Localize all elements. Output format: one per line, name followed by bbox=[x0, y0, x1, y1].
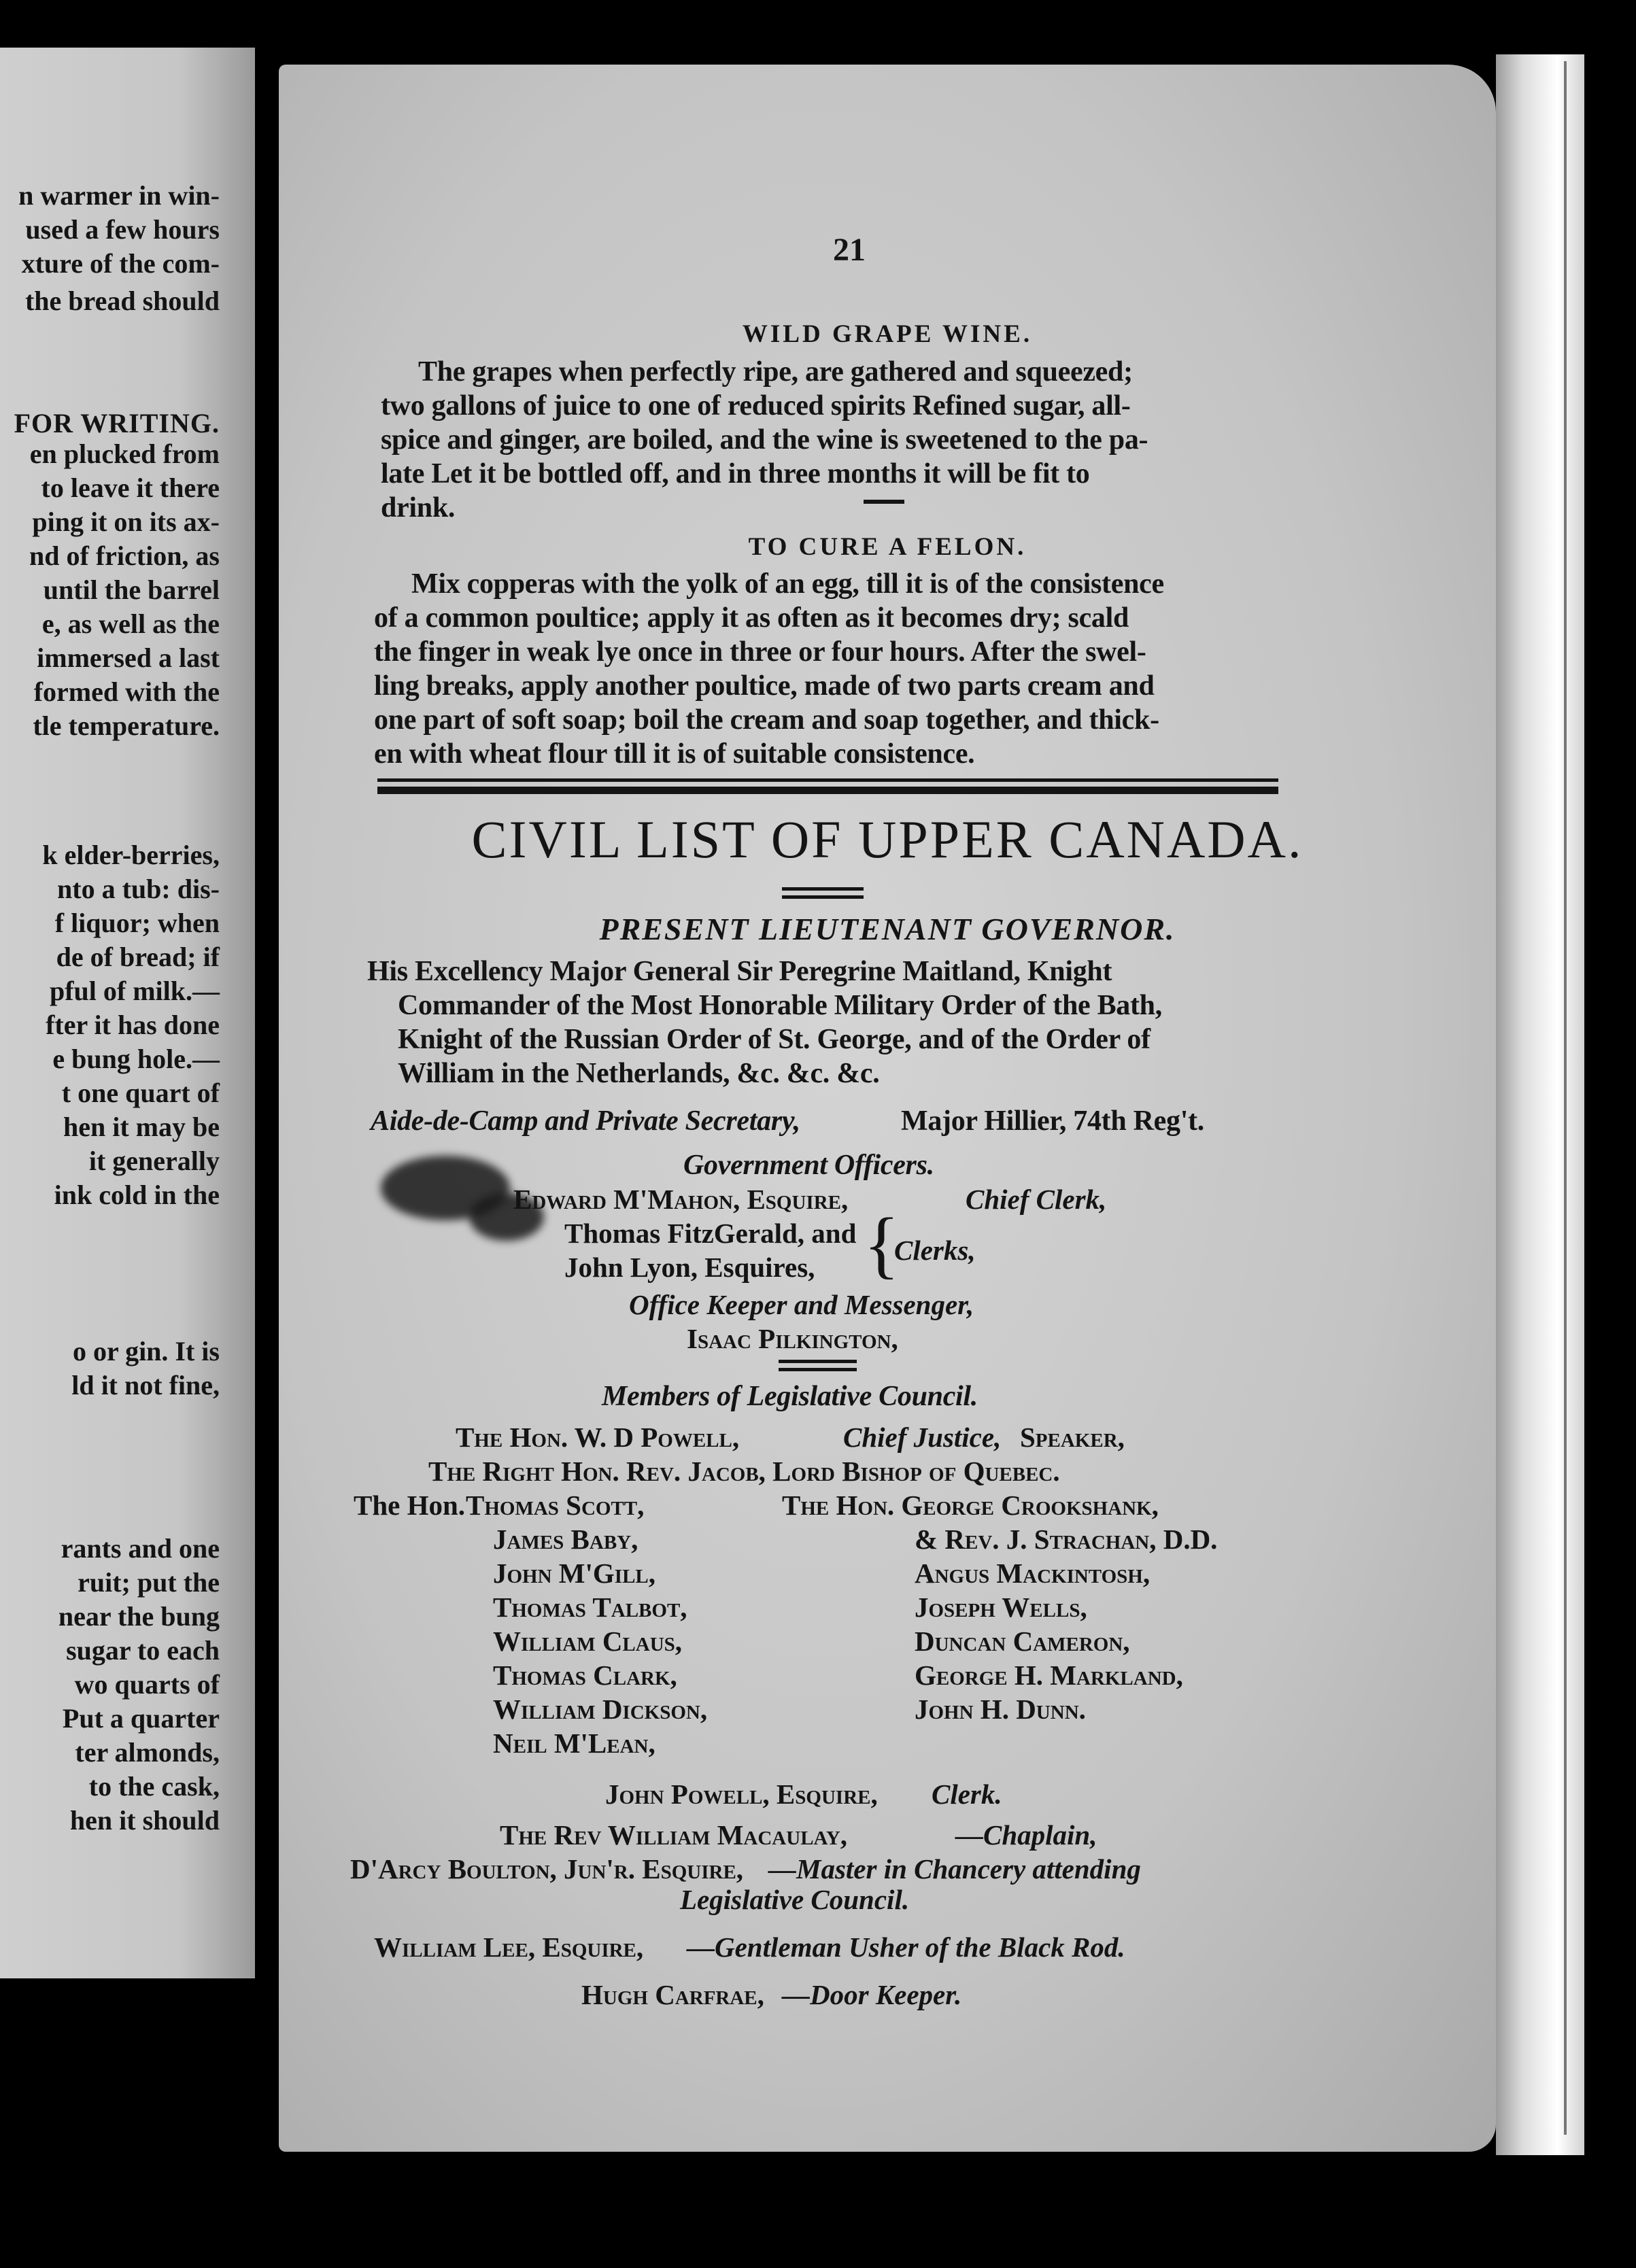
left-page-line: the bread should bbox=[24, 286, 220, 316]
council-member-right: John H. Dunn. bbox=[915, 1694, 1086, 1725]
governor-line: Knight of the Russian Order of St. George, and of the Order of bbox=[398, 1024, 1151, 1055]
chief-clerk-name: Edward M'Mahon, Esquire, bbox=[513, 1184, 849, 1215]
council-member-right: & Rev. J. Strachan, D.D. bbox=[915, 1524, 1218, 1555]
left-page-line: ping it on its ax- bbox=[32, 506, 220, 537]
recipe1-line: drink. bbox=[381, 492, 456, 523]
governor-line: Commander of the Most Honorable Military Order of the Bath, bbox=[398, 990, 1162, 1021]
governor-heading: PRESENT LIEUTENANT GOVERNOR. bbox=[599, 912, 1176, 946]
left-page-line: it generally bbox=[88, 1146, 220, 1176]
left-page-line: Put a quarter bbox=[62, 1703, 220, 1734]
council-member-left: James Baby, bbox=[493, 1524, 638, 1555]
left-facing-page bbox=[0, 48, 255, 1978]
clerk-name-line: Thomas FitzGerald, and bbox=[564, 1218, 857, 1249]
speaker-role: Chief Justice, bbox=[843, 1422, 1002, 1453]
aide-value: Major Hillier, 74th Reg't. bbox=[901, 1105, 1204, 1137]
left-page-line: tle temperature. bbox=[33, 710, 220, 741]
recipe2-line: ling breaks, apply another poultice, made of two parts cream and bbox=[374, 670, 1155, 702]
aide-label: Aide-de-Camp and Private Secretary, bbox=[371, 1105, 800, 1137]
left-page-line: rants and one bbox=[61, 1533, 220, 1564]
recipe2-line: of a common poultice; apply it as often as it becomes dry; scald bbox=[374, 602, 1129, 634]
clerk-of-council-name: John Powell, Esquire, bbox=[605, 1779, 878, 1810]
book-page bbox=[279, 65, 1496, 2152]
double-rule-bottom bbox=[377, 787, 1278, 794]
left-page-line: to leave it there bbox=[41, 472, 220, 503]
recipe1-line: spice and ginger, are boiled, and the wine is sweetened to the pa- bbox=[381, 424, 1148, 456]
clerks-brace: { bbox=[864, 1203, 900, 1286]
left-page-line: nto a tub: dis- bbox=[57, 874, 220, 904]
council-member-left: Neil M'Lean, bbox=[493, 1728, 655, 1759]
bishop-line: The Right Hon. Rev. Jacob, Lord Bishop of Quebec. bbox=[428, 1456, 1060, 1487]
chaplain-name: The Rev William Macaulay, bbox=[500, 1819, 848, 1851]
left-page-line: f liquor; when bbox=[54, 908, 220, 938]
usher-name: William Lee, Esquire, bbox=[374, 1931, 644, 1963]
page-number: 21 bbox=[833, 232, 866, 268]
recipe1-line: late Let it be bottled off, and in three months it will be fit to bbox=[381, 458, 1090, 489]
civil-list-title: CIVIL LIST OF UPPER CANADA. bbox=[471, 810, 1303, 869]
double-rule-top bbox=[377, 778, 1278, 782]
recipe-heading-wild-grape-wine: WILD GRAPE WINE. bbox=[742, 320, 1033, 348]
left-page-line: nd of friction, as bbox=[29, 540, 220, 571]
council-member-right: Joseph Wells, bbox=[915, 1592, 1087, 1623]
speaker-name: The Hon. W. D Powell, bbox=[456, 1422, 740, 1453]
chaplain-role: —Chaplain, bbox=[955, 1819, 1097, 1851]
clerk-of-council-role: Clerk. bbox=[932, 1779, 1002, 1810]
chief-clerk-role: Chief Clerk, bbox=[966, 1184, 1107, 1215]
left-page-line: sugar to each bbox=[66, 1635, 220, 1666]
governor-line: William in the Netherlands, &c. &c. &c. bbox=[398, 1058, 880, 1089]
clerk-name-line: John Lyon, Esquires, bbox=[564, 1252, 815, 1283]
recipe1-line: two gallons of juice to one of reduced spirits Refined sugar, all- bbox=[381, 390, 1131, 422]
speaker-title: Speaker, bbox=[1020, 1422, 1125, 1453]
left-page-line: to the cask, bbox=[88, 1771, 220, 1802]
left-page-line: ruit; put the bbox=[78, 1567, 220, 1598]
clerks-role: Clerks, bbox=[894, 1235, 976, 1266]
recipe2-line: one part of soft soap; boil the cream and soap together, and thick- bbox=[374, 704, 1159, 736]
recipe2-line: Mix copperas with the yolk of an egg, till it is of the consistence bbox=[411, 568, 1164, 600]
left-page-line: e, as well as the bbox=[41, 608, 220, 639]
door-keeper-role: —Door Keeper. bbox=[782, 1979, 962, 2010]
book-board-edge bbox=[1496, 54, 1584, 2155]
door-keeper-name: Hugh Carfrae, bbox=[581, 1979, 764, 2010]
left-page-line: hen it may be bbox=[63, 1112, 220, 1142]
left-page-line: wo quarts of bbox=[74, 1669, 220, 1700]
title-ornament-rule bbox=[782, 887, 864, 891]
left-page-line: n warmer in win- bbox=[18, 180, 220, 211]
recipe-heading-to-cure-a-felon: TO CURE A FELON. bbox=[748, 533, 1027, 561]
board-shadow-line bbox=[1564, 61, 1567, 2135]
left-page-line: pful of milk.— bbox=[49, 976, 220, 1006]
council-member-right: Duncan Cameron, bbox=[915, 1626, 1130, 1657]
left-page-line: k elder-berries, bbox=[42, 840, 220, 870]
left-page-line: e bung hole.— bbox=[52, 1044, 220, 1074]
title-ornament-rule bbox=[782, 895, 864, 899]
left-page-line: ink cold in the bbox=[54, 1180, 220, 1210]
hon-prefix: The Hon. bbox=[354, 1490, 466, 1521]
left-page-line: ter almonds, bbox=[75, 1737, 220, 1768]
section-dash bbox=[864, 500, 904, 504]
usher-role: —Gentleman Usher of the Black Rod. bbox=[687, 1931, 1125, 1963]
recipe2-line: the finger in weak lye once in three or four hours. After the swel- bbox=[374, 636, 1146, 668]
section-ornament-rule bbox=[779, 1360, 857, 1363]
recipe2-line: en with wheat flour till it is of suitable consistence. bbox=[374, 738, 975, 770]
council-member-left: William Dickson, bbox=[493, 1694, 708, 1725]
council-member-left: William Claus, bbox=[493, 1626, 683, 1657]
council-member-left: John M'Gill, bbox=[493, 1558, 656, 1589]
left-page-line: used a few hours bbox=[25, 214, 220, 245]
left-page-line: formed with the bbox=[33, 676, 220, 707]
left-page-line: de of bread; if bbox=[56, 942, 220, 972]
recipe1-line: The grapes when perfectly ripe, are gathered and squeezed; bbox=[418, 356, 1133, 388]
council-heading: Members of Legislative Council. bbox=[602, 1381, 978, 1412]
council-member-right: The Hon. George Crookshank, bbox=[782, 1490, 1159, 1521]
left-page-line: near the bung bbox=[58, 1601, 220, 1632]
left-page-line: until the barrel bbox=[43, 574, 220, 605]
governor-line: His Excellency Major General Sir Peregrine Maitland, Knight bbox=[367, 956, 1112, 987]
council-member-right: Angus Mackintosh, bbox=[915, 1558, 1151, 1589]
left-page-line: hen it should bbox=[69, 1805, 220, 1836]
left-page-line: t one quart of bbox=[61, 1078, 220, 1108]
left-page-line: en plucked from bbox=[29, 439, 220, 469]
left-page-line: immersed a last bbox=[37, 642, 220, 673]
left-page-line: xture of the com- bbox=[21, 248, 220, 279]
council-member-right: George H. Markland, bbox=[915, 1660, 1183, 1691]
left-page-line: o or gin. It is bbox=[73, 1336, 220, 1367]
council-member-left: Thomas Talbot, bbox=[493, 1592, 687, 1623]
section-ornament-rule bbox=[779, 1368, 857, 1371]
government-officers-heading: Government Officers. bbox=[683, 1150, 934, 1181]
master-in-chancery-role: —Master in Chancery attending bbox=[768, 1853, 1141, 1885]
left-page-line: fter it has done bbox=[46, 1010, 220, 1040]
council-member-left: Thomas Scott, bbox=[466, 1490, 645, 1521]
left-page-line: FOR WRITING. bbox=[14, 408, 220, 439]
master-in-chancery-role-cont: Legislative Council. bbox=[680, 1884, 910, 1915]
master-in-chancery-name: D'Arcy Boulton, Jun'r. Esquire, bbox=[350, 1853, 744, 1885]
office-keeper-role: Office Keeper and Messenger, bbox=[629, 1289, 974, 1320]
council-member-left: Thomas Clark, bbox=[493, 1660, 677, 1691]
office-keeper-name: Isaac Pilkington, bbox=[687, 1323, 898, 1354]
left-page-line: ld it not fine, bbox=[71, 1370, 220, 1401]
